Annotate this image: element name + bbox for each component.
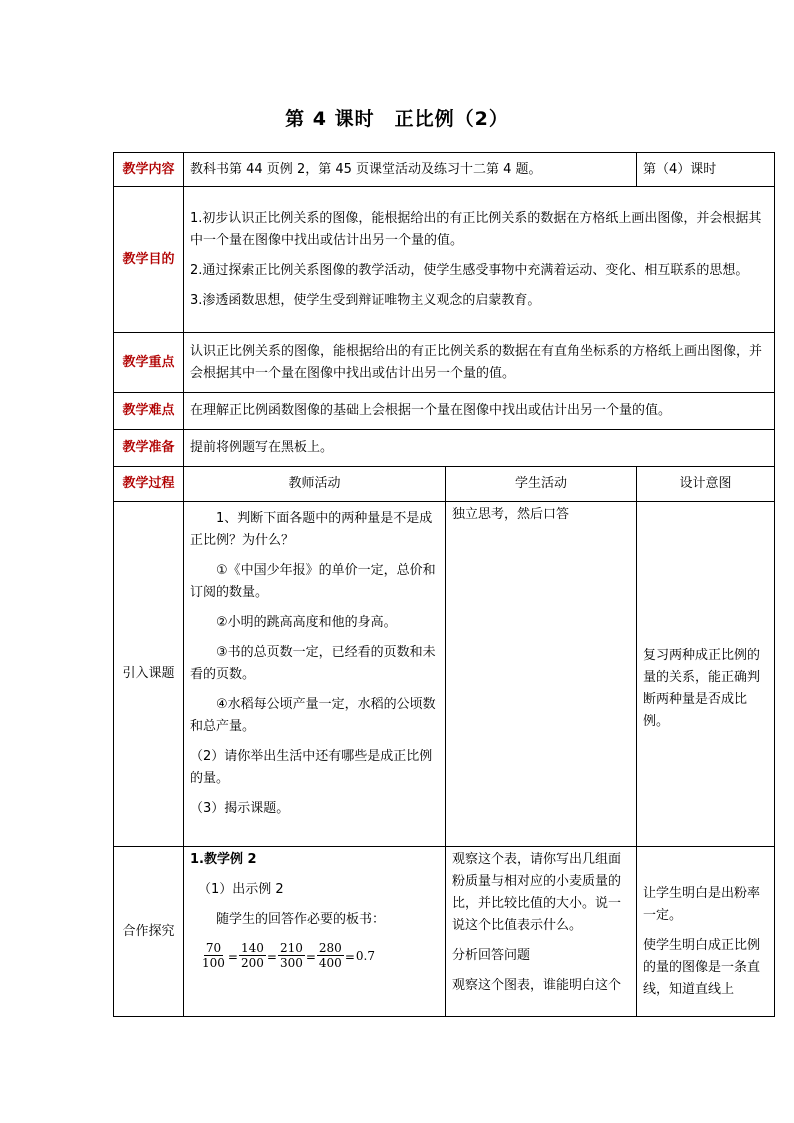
- label-teaching-process: 教学过程: [114, 467, 184, 502]
- intro-student-cell: [446, 502, 637, 847]
- teaching-content-text: 教科书第 44 页例 2，第 45 页课堂活动及练习十二第 4 题。: [184, 153, 637, 187]
- explore-design-line: 使学生明白成正比例的量的图像是一条直线，知道直线上: [643, 938, 761, 997]
- row-process-header: [114, 467, 775, 502]
- row-teaching-content: [114, 153, 775, 187]
- fraction: [200, 941, 227, 970]
- fraction-numerator: 70: [205, 941, 222, 955]
- intro-design-cell: [637, 502, 775, 847]
- intro-teacher-cell: [184, 502, 446, 847]
- fraction-denominator: 200: [240, 956, 264, 970]
- label-intro: 引入课题: [114, 502, 184, 847]
- explore-design-cell: [637, 847, 775, 1017]
- goal-item: 3.渗透函数思想，使学生受到辩证唯物主义观念的启蒙教育。: [190, 292, 541, 308]
- row-teaching-focus: [114, 333, 775, 393]
- explore-design-line: 让学生明白是出粉率一定。: [643, 886, 761, 923]
- label-teaching-difficulty: 教学难点: [114, 393, 184, 430]
- intro-teacher-line: 1、判断下面各题中的两种量是不是成正比例？为什么？: [190, 511, 433, 548]
- goal-item: 2.通过探索正比例关系图像的教学活动，使学生感受事物中充满着运动、变化、相互联系的思想。: [190, 262, 749, 278]
- column-header-design: 设计意图: [637, 467, 775, 502]
- fraction-denominator: 100: [202, 956, 225, 970]
- ratio-formula: [200, 941, 439, 970]
- ratio-result: 0.7: [355, 948, 375, 963]
- goal-item: 1.初步认识正比例关系的图像，能根据给出的有正比例关系的数据在方格纸上画出图像，并会根据其中一个量在图像中找出或估计出另一个量的值。: [190, 210, 762, 248]
- explore-teacher-cell: [184, 847, 446, 1017]
- teaching-difficulty-text: 在理解正比例函数图像的基础上会根据一个量在图像中找出或估计出另一个量的值。: [184, 393, 775, 430]
- intro-design-text: 复习两种成正比例的量的关系，能正确判断两种量是否成比例。: [643, 648, 761, 729]
- fraction: [317, 941, 344, 970]
- lesson-plan-table: [113, 152, 775, 1017]
- teaching-prep-text: 提前将例题写在黑板上。: [184, 430, 775, 467]
- intro-teacher-line: （3）揭示课题。: [190, 801, 290, 816]
- fraction-numerator: 280: [318, 941, 342, 955]
- lesson-period: 第（4）课时: [637, 153, 775, 187]
- label-teaching-focus: 教学重点: [114, 333, 184, 393]
- explore-student-line: 观察这个表，请你写出几组面粉质量与相对应的小麦质量的比，并比较比值的大小。说一说这个比值表示什么。: [452, 852, 622, 933]
- label-teaching-goals: 教学目的: [114, 187, 184, 333]
- column-header-student: 学生活动: [446, 467, 637, 502]
- label-teaching-content: 教学内容: [114, 153, 184, 187]
- fraction-denominator: 300: [279, 956, 303, 970]
- teaching-goals-cell: [184, 187, 775, 333]
- explore-student-cell: [446, 847, 637, 1017]
- explore-teacher-line: 随学生的回答作必要的板书：: [216, 912, 386, 927]
- row-intro: [114, 502, 775, 847]
- equals-sign: =: [344, 949, 355, 964]
- intro-teacher-line: ①《中国少年报》的单价一定，总价和订阅的数量。: [190, 563, 436, 600]
- equals-sign: =: [227, 949, 238, 964]
- explore-teacher-heading: 1.教学例 2: [190, 852, 257, 867]
- intro-teacher-line: ④水稻每公顷产量一定，水稻的公顷数和总产量。: [190, 697, 436, 734]
- intro-teacher-line: ②小明的跳高高度和他的身高。: [216, 615, 397, 630]
- row-teaching-prep: [114, 430, 775, 467]
- explore-teacher-line: （1）出示例 2: [198, 882, 284, 897]
- fraction-numerator: 210: [279, 941, 303, 955]
- teaching-focus-text: 认识正比例关系的图像，能根据给出的有正比例关系的数据在有直角坐标系的方格纸上画出图像，并会根据其中一个量在图像中找出或估计出另一个量的值。: [184, 333, 775, 393]
- label-teaching-prep: 教学准备: [114, 430, 184, 467]
- fraction-numerator: 140: [240, 941, 264, 955]
- intro-student-text: 独立思考，然后口答: [452, 507, 570, 522]
- explore-student-line: 分析回答问题: [452, 948, 531, 963]
- page-title: 第 4 课时 正比例（2）: [285, 108, 509, 130]
- label-explore: 合作探究: [114, 847, 184, 1017]
- fraction: [278, 941, 305, 970]
- intro-teacher-line: ③书的总页数一定，已经看的页数和未看的页数。: [190, 645, 436, 682]
- fraction-denominator: 400: [318, 956, 342, 970]
- fraction: [239, 941, 266, 970]
- row-teaching-difficulty: [114, 393, 775, 430]
- column-header-teacher: 教师活动: [184, 467, 446, 502]
- intro-teacher-line: （2）请你举出生活中还有哪些是成正比例的量。: [190, 749, 433, 786]
- row-teaching-goals: [114, 187, 775, 333]
- explore-student-line: 观察这个图表，谁能明白这个: [452, 978, 622, 993]
- equals-sign: =: [305, 949, 316, 964]
- equals-sign: =: [266, 949, 277, 964]
- row-explore: [114, 847, 775, 1017]
